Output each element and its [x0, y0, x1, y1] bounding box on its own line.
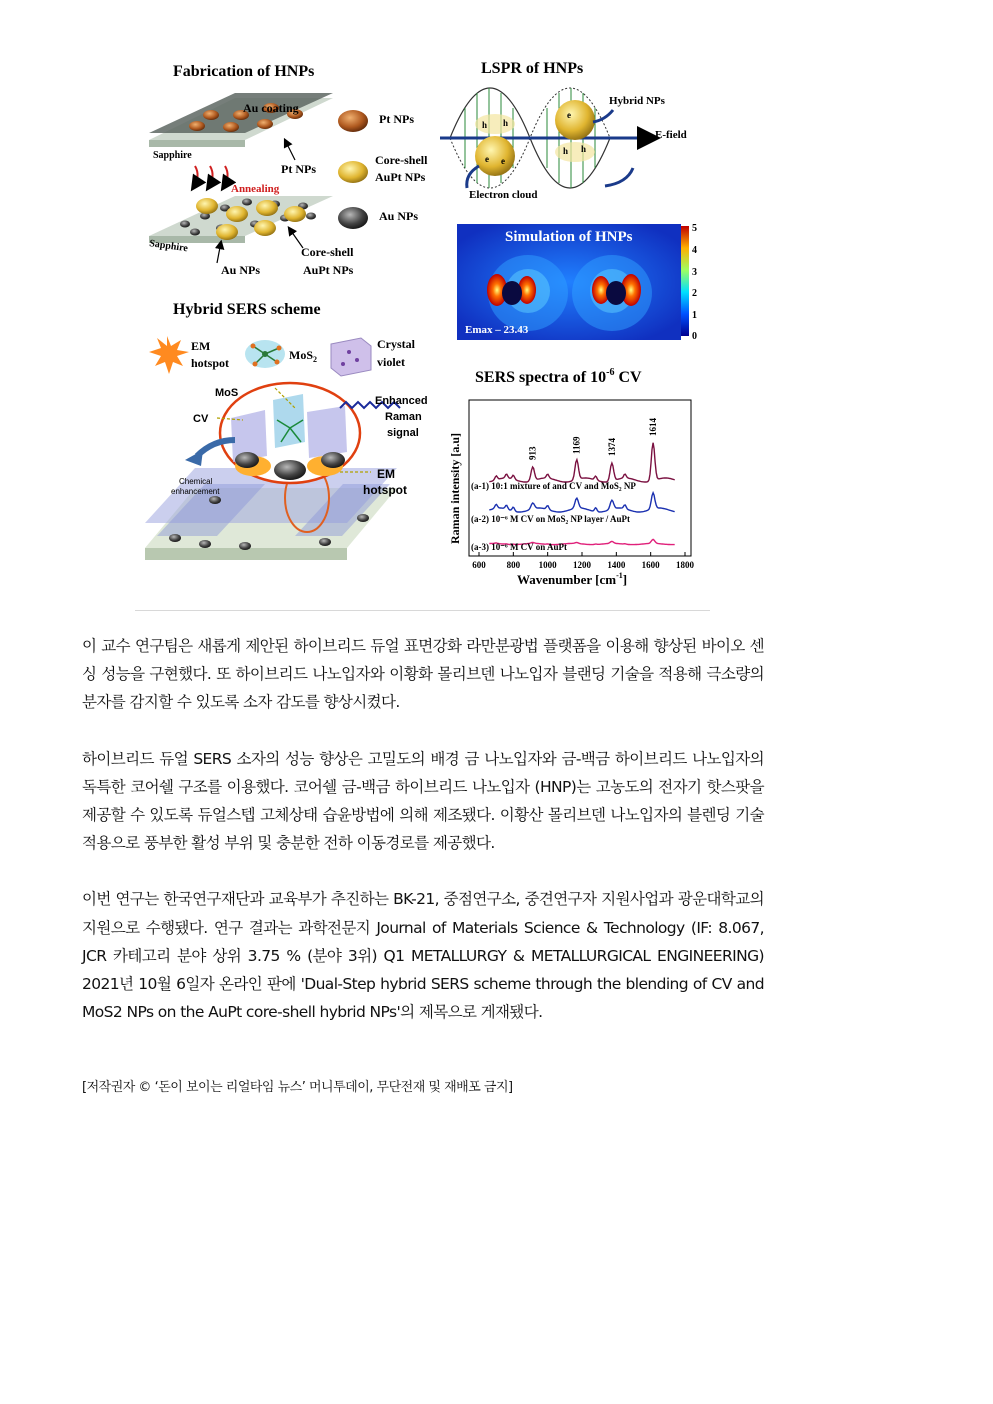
em-hotspot-label-2: hotspot [191, 356, 230, 370]
spectra-ylabel: Raman intensity [a.u] [448, 432, 462, 544]
series-label-2: (a-2) 10⁻⁶ M CV on MoS₂ NP layer / AuPt [471, 514, 631, 524]
crystal-violet-icon [331, 338, 371, 376]
peak-label: 1374 [606, 438, 617, 456]
colorbar-0: 0 [692, 331, 697, 342]
crystal-violet-label-2: violet [377, 355, 405, 369]
core-shell-legend-icon [338, 161, 368, 183]
article-body [82, 632, 764, 1054]
copyright-notice: [저작권자 © ‘돈이 보이는 리얼타임 뉴스’ 머니투데이, 무단전재 및 재배포 금지] [82, 1080, 513, 1095]
spectrum-line-2 [489, 493, 674, 512]
colorbar-4: 4 [692, 245, 697, 256]
hybrid-nps-label: Hybrid NPs [609, 95, 665, 107]
e-minus-1: e [485, 154, 489, 164]
em-hotspot-label-1: EM [191, 339, 211, 353]
x-tick-label: 800 [506, 560, 521, 570]
sapphire-top-label: Sapphire [153, 150, 192, 161]
em-arrow-label-1: EM [377, 467, 395, 481]
article-paragraph-1: 이 교수 연구팀은 새롭게 제안된 하이브리드 듀얼 표면강화 라만분광법 플랫폼을 이용해 향상된 바이오 센싱 성능을 구현했다. 또 하이브리드 나노입자와 이황화 몰리브덴 나노입자 블랜딩 기술을 적용해 극소량의 분자를 감지할 수 있도록 소자 감도를 향상시켰다. [82, 637, 764, 712]
x-tick-label: 1400 [607, 560, 626, 570]
peak-label: 1614 [648, 418, 659, 436]
spectra-peaks-group [528, 418, 658, 461]
core-shell-arrow-label-1: Core-shell [301, 245, 354, 259]
annealing-label: Annealing [231, 183, 280, 195]
simulation-emax: Emax – 23.43 [465, 324, 529, 336]
colorbar-1: 1 [692, 310, 697, 321]
h-plus-3: h [563, 146, 569, 156]
au-np-legend-icon [338, 207, 368, 229]
em-arrow-label-2: hotspot [363, 483, 407, 497]
figure-divider [135, 610, 710, 611]
sapphire-bottom-label: Sapphire [148, 238, 189, 255]
au-coating-label: Au coating [243, 101, 299, 115]
e-minus-2: e [501, 156, 505, 166]
peak-label: 1169 [571, 436, 582, 454]
hybrid-scheme-graphic [145, 383, 400, 560]
peak-label: 913 [527, 446, 538, 460]
chemical-label-1: Chemical [179, 477, 213, 486]
simulation-colorbar [681, 226, 689, 336]
colorbar-5: 5 [692, 223, 697, 234]
legend-au-label: Au NPs [379, 209, 419, 223]
article-paragraph-3: 이번 연구는 한국연구재단과 교육부가 추진하는 BK-21, 중점연구소, 중견연구자 지원사업과 광운대학교의 지원으로 수행됐다. 연구 결과는 과학전문지 Journal of Materials Science & Technology (IF: 8.067, JCR 카테고리 분야 상위 3.75 % (분야 3위) Q1 METALLURGY & METALLURGICAL ENGINEERING) 2021년 10월 6일자 온라인 판에 'Dual-Step hybrid SERS scheme through the blending of CV and MoS2 NPs on the AuPt core-shell hybrid NPs'의 제목으로 게재됐다. [82, 890, 764, 1022]
electron-cloud-label: Electron cloud [469, 189, 538, 201]
figure-svg [135, 48, 710, 608]
core-shell-arrow-label-2: AuPt NPs [303, 263, 354, 277]
spectrum-line-1 [489, 443, 674, 482]
spectra-xticks-group [472, 552, 694, 570]
series-label-1: (a-1) 10:1 mixture of and CV and MoS₂ NP [471, 481, 636, 491]
hybrid-title: Hybrid SERS scheme [173, 301, 321, 318]
x-tick-label: 1000 [538, 560, 557, 570]
research-figure [135, 48, 710, 608]
spectra-title: SERS spectra of $10^{-6}$ CV [475, 367, 642, 386]
spectra-series-group [489, 443, 674, 545]
legend-cs-label-2: AuPt NPs [375, 170, 426, 184]
chemical-label-2: enhancement [171, 487, 220, 496]
legend-pt-label: Pt NPs [379, 112, 414, 126]
fabrication-title: Fabrication of HNPs [173, 63, 315, 80]
pt-np-legend-icon [338, 110, 368, 132]
h-plus-4: h [581, 144, 587, 154]
article-paragraph-2: 하이브리드 듀얼 SERS 소자의 성능 향상은 고밀도의 배경 금 나노입자와 금-백금 하이브리드 나노입자의 독특한 코어쉘 구조를 이용했다. 코어쉘 금-백금 하이브리드 나노입자 (HNP)는 고농도의 전자기 핫스팟을 제공할 수 있도록 듀얼스텝 고체상태 습윤방법에 의해 제조됐다. 이황산 몰리브덴 나노입자의 블렌딩 기술 적용으로 풍부한 활성 부위 및 충분한 전하 이동경로를 제공했다. [82, 749, 764, 853]
legend-cs-label-1: Core-shell [375, 153, 428, 167]
cv-arrow-label: CV [193, 413, 209, 425]
mos2-arrow-label: MoS [215, 387, 239, 399]
h-plus-1: h [482, 120, 488, 130]
crystal-violet-label-1: Crystal [377, 337, 415, 351]
x-tick-label: 1600 [641, 560, 660, 570]
x-tick-label: 1200 [573, 560, 591, 570]
simulation-title: Simulation of HNPs [505, 229, 633, 245]
colorbar-3: 3 [692, 267, 697, 278]
lspr-title: LSPR of HNPs [481, 60, 584, 77]
e-minus-3: e [567, 110, 571, 120]
mos2-legend-label: MoS$_2$ [289, 348, 317, 364]
x-tick-label: 600 [472, 560, 486, 570]
pt-nps-arrow-label: Pt NPs [281, 162, 316, 176]
enhanced-label-3: signal [387, 427, 419, 439]
h-plus-2: h [503, 118, 509, 128]
au-nps-arrow-label: Au NPs [221, 263, 261, 277]
series-label-3: (a-3) 10⁻⁶ M CV on AuPt [471, 542, 568, 552]
em-hotspot-icon [149, 336, 189, 374]
mos2-icon [245, 340, 285, 368]
enhanced-label-2: Raman [385, 411, 422, 423]
x-tick-label: 1800 [676, 560, 694, 570]
colorbar-2: 2 [692, 288, 697, 299]
spectra-xlabel: Wavenumber $[cm^{-1}]$ [517, 571, 628, 587]
enhanced-label-1: Enhanced [375, 395, 428, 407]
e-field-label: E-field [655, 129, 687, 141]
